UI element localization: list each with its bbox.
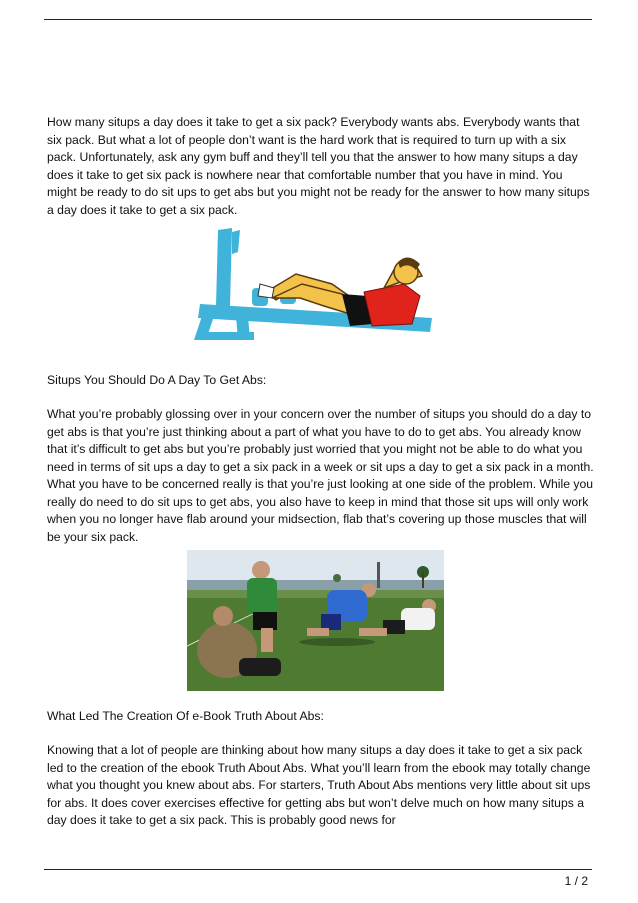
situps-paragraph: What you’re probably glossing over in your concern over the number of situps you should do a day to get abs is that you’re just thinking about a part of what you have to do to get abs. You already know that it’s difficult to get abs but you’re probably just worried that you might not be able to do what you need in terms of sit ups a day to get a six pack in a week or sit ups a day to get a six pack in a month. What you have to be concerned really is that you’re just looking at one side of the problem. While you really do need to do sit ups to get abs, you also have to keep in mind that those sit ups will only work when you no longer have flab around your midsection, flab that’s covering up those muscles that will be your six pack. bbox=[47, 407, 594, 544]
field-situp-photo bbox=[187, 550, 444, 691]
person-tan-head bbox=[213, 606, 233, 626]
section-heading-ebook: What Led The Creation Of e-Book Truth About Abs: bbox=[47, 709, 324, 723]
person-white-shirt bbox=[401, 608, 435, 630]
bench-upright bbox=[216, 228, 232, 306]
ebook-paragraph: Knowing that a lot of people are thinking about how many situps a day does it take to get a six pack led to the creation of the ebook Truth About Abs. What you’ll learn from the ebook may totally change what you thought you knew about abs. For starters, Truth About Abs mentions very little about sit ups for abs. It does cover exercises effective for getting abs but won’t delve much on how many situps a day does it take to get a six pack. This is probably good news for bbox=[47, 743, 591, 827]
intro-paragraph: How many situps a day does it take to get a six pack? Everybody wants abs. Everybody wants that six pack. But what a lot of people don’t want is the hard work that is required to turn up with a six pack. Unfortunately, ask any gym buff and they’ll tell you that the answer to how many situps a day does it take to get six pack is nowhere near that comfortable number that you have in mind. You might be ready to do sit ups to get abs but you might not be ready for the answer to how many situps a day does it take to get a six pack. bbox=[47, 115, 590, 217]
person-green-shirt bbox=[247, 578, 277, 614]
person-shirt bbox=[364, 284, 420, 326]
page-number: 1 / 2 bbox=[564, 874, 588, 888]
footer-rule bbox=[44, 869, 592, 870]
situp-bench-illustration bbox=[192, 226, 437, 346]
section-heading-situps: Situps You Should Do A Day To Get Abs: bbox=[47, 373, 267, 387]
header-rule bbox=[44, 19, 592, 20]
